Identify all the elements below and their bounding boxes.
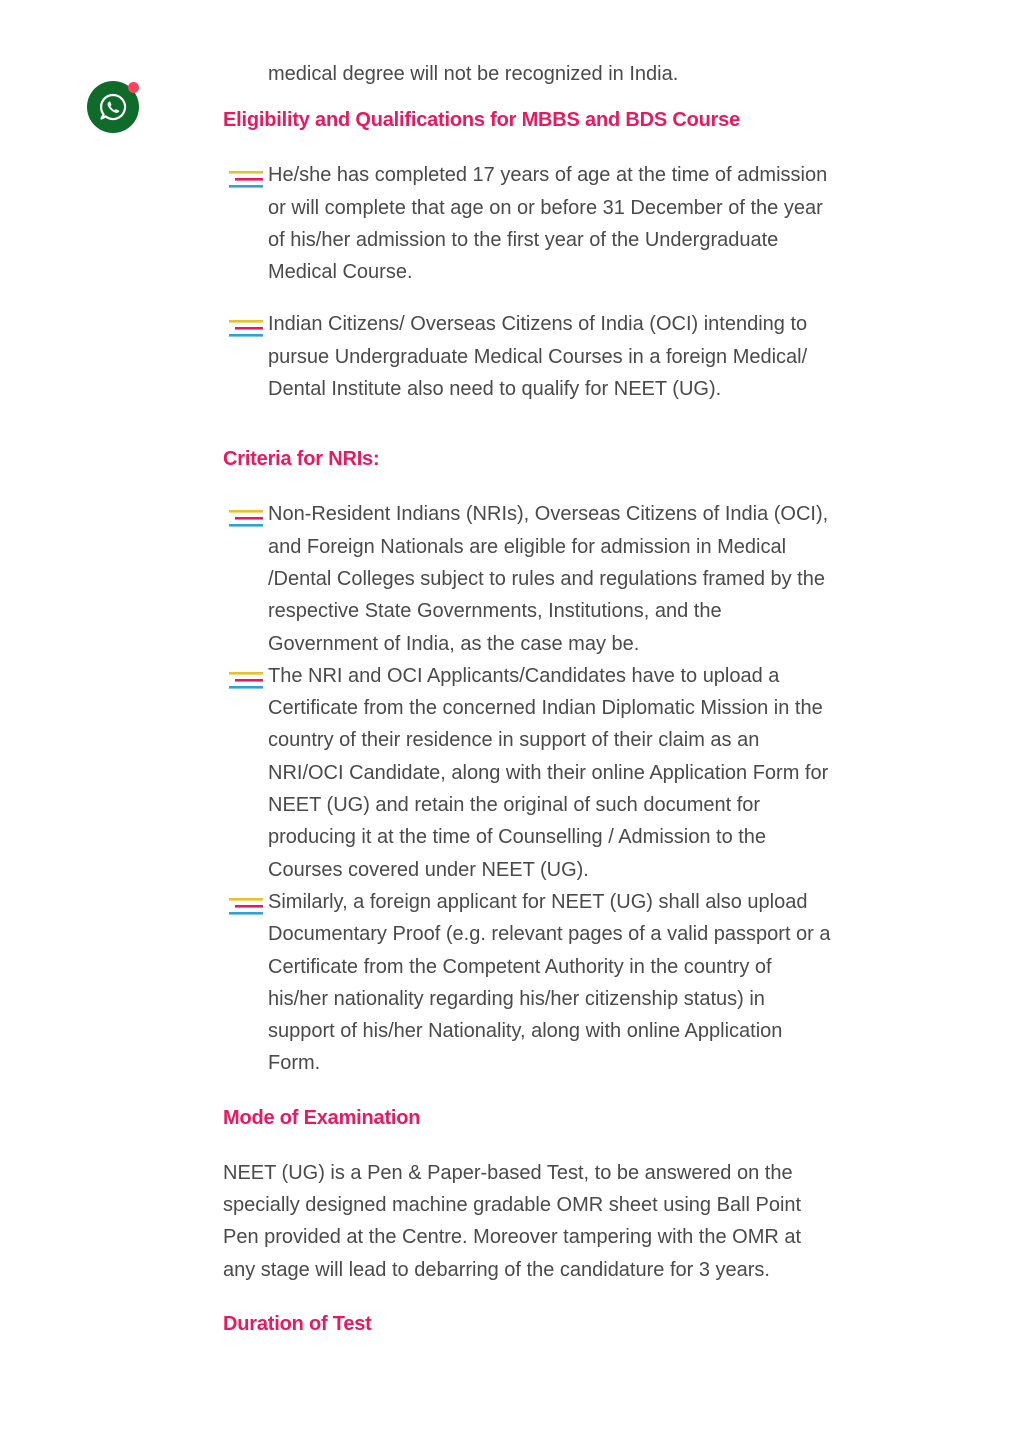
- whatsapp-icon: [98, 92, 128, 122]
- section-heading-duration-of-test: Duration of Test: [223, 1312, 372, 1335]
- notification-dot: [128, 82, 139, 93]
- intro-text: medical degree will not be recognized in India.: [268, 63, 679, 85]
- mode-of-examination-text: NEET (UG) is a Pen & Paper-based Test, to be answered on the specially designed machine gradable OMR sheet using Ball Point Pen provided at the Centre. Moreover tampering with the OMR at any stage will lead to debarring of the candidature for 3 years.: [223, 1161, 802, 1281]
- list-item: [223, 886, 833, 1080]
- list-item-text: Similarly, a foreign applicant for NEET (UG) shall also upload Documentary Proof (e.g. relevant pages of a valid passport or a Certificate from the Competent Authority in the country of his/her nationality regarding his/her citizenship status) in support of his/her Nationality, along with online Application Form.: [268, 890, 831, 1075]
- list-item-text: The NRI and OCI Applicants/Candidates have to upload a Certificate from the concerned Indian Diplomatic Mission in the country of their residence in support of their claim as an NRI/OCI Candidate, along with their online Application Form for NEET (UG) and retain the original of such document for producing it at the time of Counselling / Admission to the Courses covered under NEET (UG).: [268, 664, 829, 881]
- list-bullet-icon: [229, 510, 263, 528]
- list-item: [223, 159, 833, 288]
- list-item: [223, 498, 833, 659]
- article-content: [223, 58, 833, 1338]
- nri-criteria-list: [223, 498, 833, 1079]
- section-heading-eligibility: Eligibility and Qualifications for MBBS and BDS Course: [223, 109, 741, 132]
- list-bullet-icon: [229, 898, 263, 916]
- list-item-text: He/she has completed 17 years of age at the time of admission or will complete that age on or before 31 December of the year of his/her admission to the first year of the Undergraduate Medical Course.: [268, 164, 828, 284]
- list-item-text: Non-Resident Indians (NRIs), Overseas Citizens of India (OCI), and Foreign Nationals are eligible for admission in Medical /Dental Colleges subject to rules and regulations framed by the respective State Governments, Institutions, and the Government of India, as the case may be.: [268, 503, 829, 655]
- section-heading-nri-criteria: Criteria for NRIs:: [223, 448, 380, 471]
- list-item: [223, 308, 833, 405]
- list-bullet-icon: [229, 171, 263, 189]
- section-heading-mode-of-examination: Mode of Examination: [223, 1106, 421, 1129]
- eligibility-list: [223, 159, 833, 405]
- list-item-text: Indian Citizens/ Overseas Citizens of India (OCI) intending to pursue Undergraduate Medical Courses in a foreign Medical/ Dental Institute also need to qualify for NEET (UG).: [268, 313, 808, 401]
- whatsapp-button[interactable]: [87, 81, 139, 133]
- list-bullet-icon: [229, 320, 263, 338]
- list-bullet-icon: [229, 672, 263, 690]
- list-item: [223, 660, 833, 886]
